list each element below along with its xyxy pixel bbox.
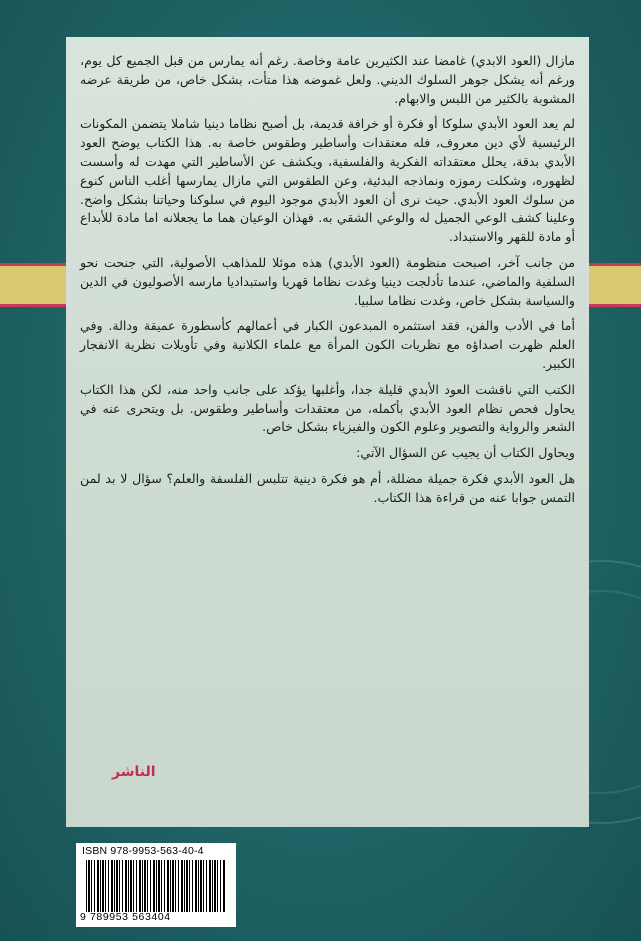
- barcode-icon: [86, 860, 226, 912]
- paragraph-7: هل العود الأبدي فكرة جميلة مضللة، أم هو فكرة دينية تتلبس الفلسفة والعلم؟ سؤال لا بد لمن التمس جوابا عنه من قراءة هذا الكتاب.: [80, 470, 575, 505]
- paragraph-2: لم يعد العود الأبدي سلوكا أو فكرة أو خرافة قديمة، بل أصبح نظاما دينيا شاملا يتضمن المكونات الرئيسية لأي دين معروف، فله معتقدات وأساطير وطقوس خاصة به. هذا الكتاب يوضح العود الأبدي بدقة، يحلل معتقداته الفكرية والفلسفية، ويكشف عن الأساطير التي مهدت له وأسست لظهوره، وشكلت رموزه ونماذجه البدئية، وعن الطقوس التي مازال يمارسها أغلب الناس كنوع من سلوك العود الأبدي. حيث نرى أن العود الأبدي موجود اليوم في سلوكنا وحياتنا بشكل واضح. وعلينا كشف الوعي الجميل له والوعي الشقي به. فهذان الوعيان هما ما يجعلانه اما مادة للأبداع أو مادة للقهر والاستبداد.: [80, 116, 575, 245]
- paragraph-3: من جانب آخر، اصبحت منظومة (العود الأبدي) هذه موئلا للمذاهب الأصولية، التي جنحت نحو السلفية والماضي، عندما تأدلجت دينيا وغدت نظاما قهريا واستبداديا مارسه الأصوليون في الدين والسياسة بشكل خاص، وغدت نظاما سلبيا.: [80, 254, 575, 308]
- paragraph-4: أما في الأدب والفن، فقد استثمره المبدعون الكبار في أعمالهم كأسطورة عميقة ودالة. وفي العلم ظهرت اصداؤه مع نظريات الكون المرأة مع علماء الكلانية وفي تأويلات نظرية الانفجار الكبير.: [80, 318, 575, 371]
- isbn-label: ISBN 978-9953-563-40-4: [82, 845, 204, 857]
- blurb-text: [80, 52, 575, 515]
- paragraph-6: ويحاول الكتاب أن يجيب عن السؤال الآتي:: [356, 445, 575, 461]
- publisher-label: الناشر: [112, 764, 156, 780]
- isbn-barcode: [76, 843, 236, 927]
- barcode-digits: 9 789953 563404: [80, 911, 171, 923]
- paragraph-1: مازال (العود الابدي) غامضا عند الكثيرين عامة وخاصة. رغم أنه يمارس من قبل الجميع كل يوم، ورغم أنه يشكل جوهر السلوك الديني. ولعل غموضه هذا متأت، بشكل خاص، من طريقة عرضه المشوبة بالكثير من اللبس والابهام.: [80, 53, 575, 106]
- paragraph-5: الكتب التي ناقشت العود الأبدي قليلة جدا، وأغلبها يؤكد على جانب واحد منه، لكن هذا الكتاب يحاول فحص نظام العود الأبدي بأكمله، من معتقدات وأساطير وطقوس. بل ويتحرى عنه في الشعر والرواية والتصوير وعلوم الكون والفيزياء بشكل خاص.: [80, 381, 575, 435]
